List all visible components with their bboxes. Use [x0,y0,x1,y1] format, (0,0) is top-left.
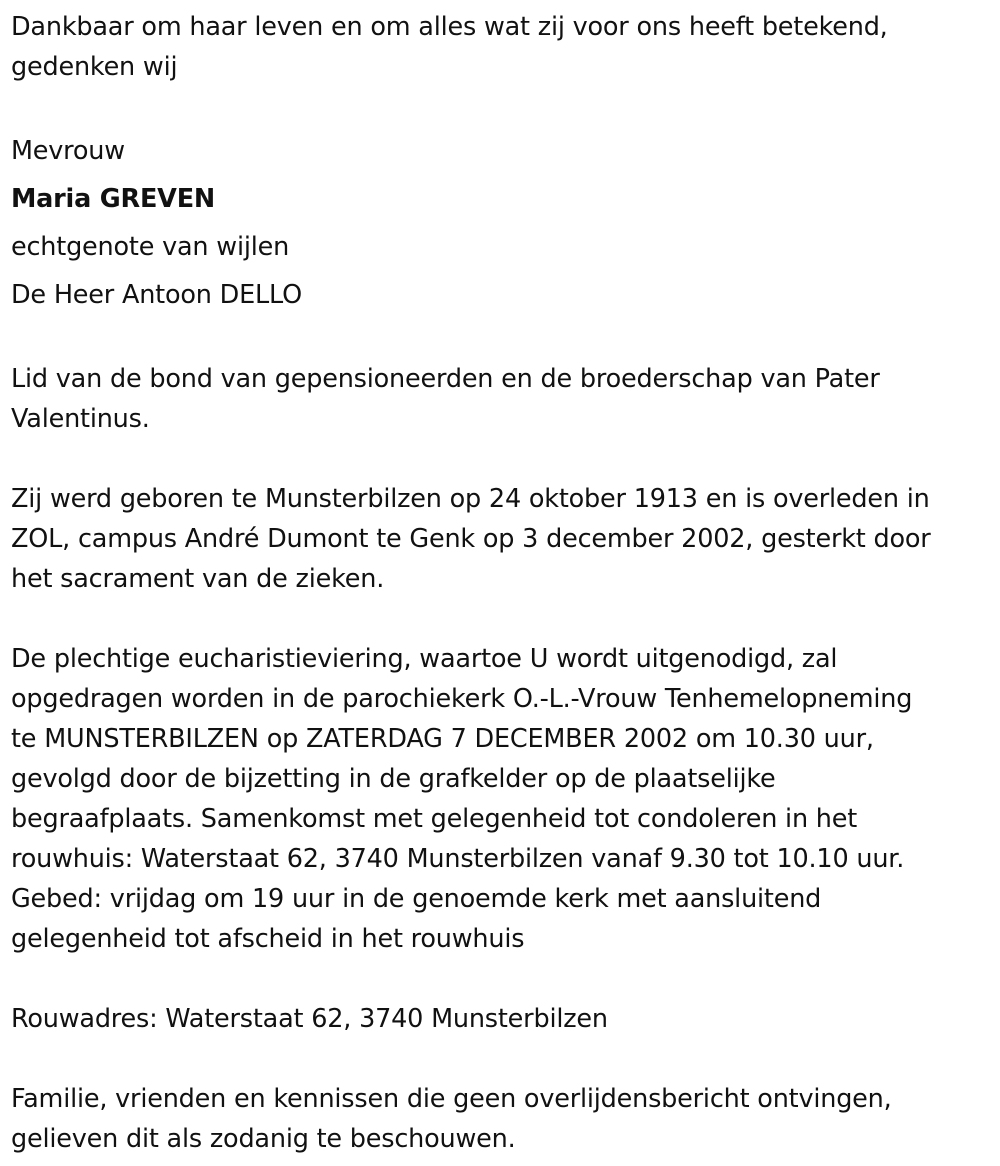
deceased-title: Mevrouw [11,136,125,166]
membership-line-1: Lid van de bond van gepensioneerden en de broederschap van Pater [11,364,880,394]
obituary-text [11,7,993,1159]
intro-line-1: Dankbaar om haar leven en om alles wat zij voor ons heeft betekend, [11,12,888,42]
ceremony-line-2: opgedragen worden in de parochiekerk O.-L.-Vrouw Tenhemelopneming [11,684,913,714]
ceremony-line-4: gevolgd door de bijzetting in de grafkelder op de plaatselijke [11,764,776,794]
paragraph-gap [11,599,993,639]
paragraph-gap [11,319,993,359]
birth-death-line-2: ZOL, campus André Dumont te Genk op 3 december 2002, gesterkt door [11,524,931,554]
ceremony-line-8: gelegenheid tot afscheid in het rouwhuis [11,924,525,954]
deceased-name: Maria GREVEN [11,184,216,214]
intro-line-2: gedenken wij [11,52,178,82]
address-line: Rouwadres: Waterstaat 62, 3740 Munsterbilzen [11,1004,608,1034]
birth-death-line-3: het sacrament van de zieken. [11,564,385,594]
ceremony-line-5: begraafplaats. Samenkomst met gelegenheid tot condoleren in het [11,804,858,834]
birth-death-line-1: Zij werd geboren te Munsterbilzen op 24 oktober 1913 en is overleden in [11,484,930,514]
ceremony-line-3: te MUNSTERBILZEN op ZATERDAG 7 DECEMBER 2002 om 10.30 uur, [11,724,874,754]
closing-line-1: Familie, vrienden en kennissen die geen overlijdensbericht ontvingen, [11,1084,892,1114]
paragraph-gap [11,439,993,479]
paragraph-gap [11,1039,993,1079]
membership-line-2: Valentinus. [11,404,150,434]
ceremony-line-7: Gebed: vrijdag om 19 uur in de genoemde kerk met aansluitend [11,884,822,914]
ceremony-line-6: rouwhuis: Waterstaat 62, 3740 Munsterbilzen vanaf 9.30 tot 10.10 uur. [11,844,905,874]
paragraph-gap [11,959,993,999]
ceremony-line-1: De plechtige eucharistieviering, waartoe U wordt uitgenodigd, zal [11,644,838,674]
spouse-name: De Heer Antoon DELLO [11,280,302,310]
deceased-relation: echtgenote van wijlen [11,232,290,262]
paragraph-gap [11,87,993,127]
closing-line-2: gelieven dit als zodanig te beschouwen. [11,1124,516,1154]
